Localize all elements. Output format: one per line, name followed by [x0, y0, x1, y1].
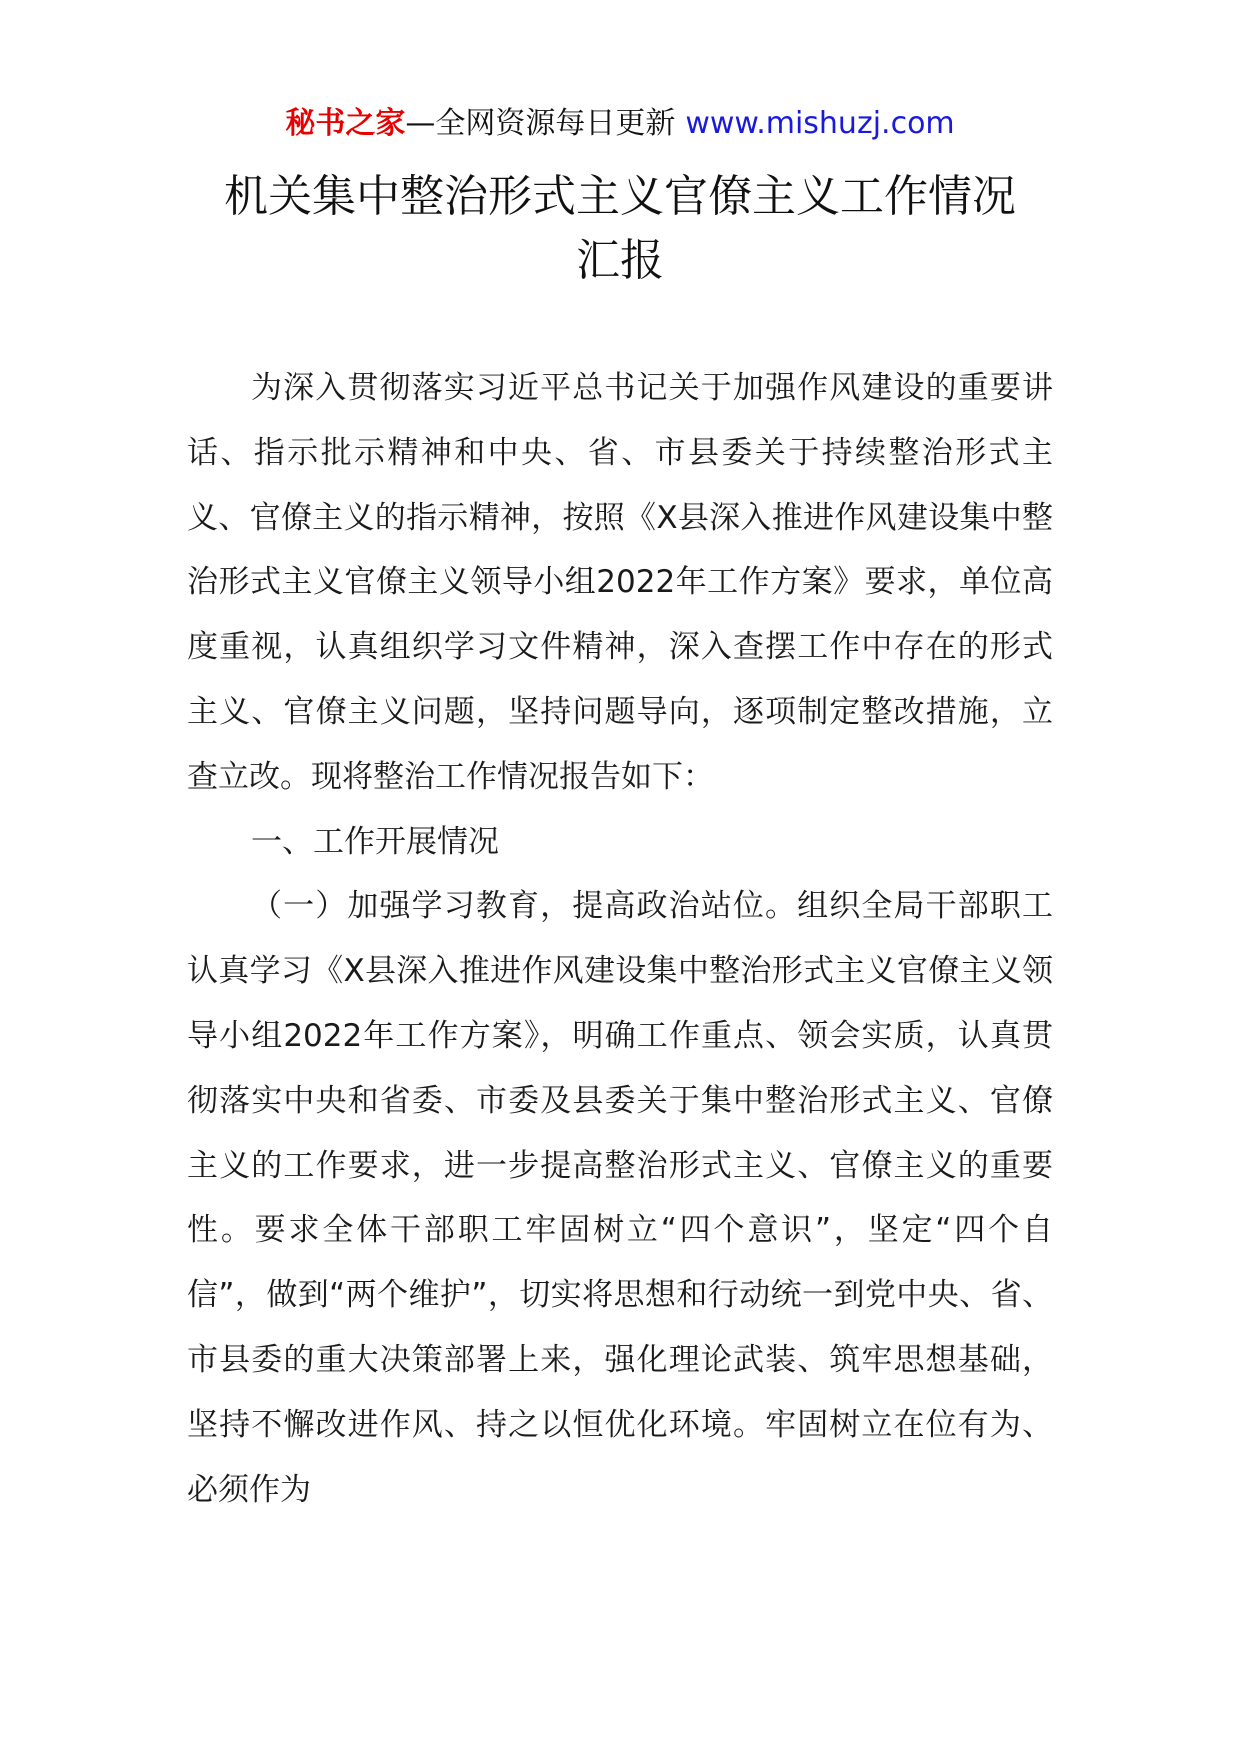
- document-body: [187, 356, 1053, 1522]
- site-banner: [0, 104, 1240, 144]
- subsection-paragraph: （一）加强学习教育，提高政治站位。组织全局干部职工认真学习《X县深入推进作风建设集中整治形式主义官僚主义领导小组2022年工作方案》，明确工作重点、领会实质，认真贯彻落实中央和省委、市委及县委关于集中整治形式主义、官僚主义的工作要求，进一步提高整治形式主义、官僚主义的重要性。要求全体干部职工牢固树立“四个意识”，坚定“四个自信”，做到“两个维护”，切实将思想和行动统一到党中央、省、市县委的重大决策部署上来，强化理论武装、筑牢思想基础，坚持不懈改进作风、持之以恒优化环境。牢固树立在位有为、必须作为: [187, 888, 1053, 1508]
- intro-paragraph: 为深入贯彻落实习近平总书记关于加强作风建设的重要讲话、指示批示精神和中央、省、市县委关于持续整治形式主义、官僚主义的指示精神，按照《X县深入推进作风建设集中整治形式主义官僚主义领导小组2022年工作方案》要求，单位高度重视，认真组织学习文件精神，深入查摆工作中存在的形式主义、官僚主义问题，坚持问题导向，逐项制定整改措施，立查立改。现将整治工作情况报告如下：: [187, 370, 1053, 795]
- brand-name: 秘书之家: [285, 106, 406, 141]
- section-heading: 一、工作开展情况: [251, 823, 499, 860]
- banner-tagline: —全网资源每日更新: [405, 106, 676, 141]
- document-title-line-2: 汇报: [576, 235, 664, 286]
- document-title-line-1: 机关集中整治形式主义官僚主义工作情况: [224, 171, 1016, 222]
- site-url-link[interactable]: www.mishuzj.com: [685, 106, 955, 141]
- document-title: [120, 165, 1120, 293]
